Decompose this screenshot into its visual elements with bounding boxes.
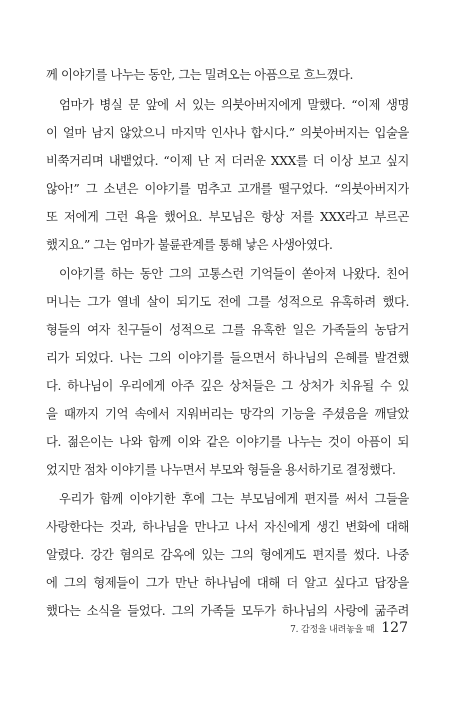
text-line: 알렸다. 강간 혐의로 감옥에 있는 그의 형에게도 편지를 썼다. 나중 <box>46 548 409 562</box>
text-line: 형들의 여자 친구들이 성적으로 그를 유혹한 일은 가족들의 농담거 <box>46 323 409 337</box>
text-line: 했지요.” 그는 엄마가 불륜관계를 통해 낳은 사생아였다. <box>46 238 333 252</box>
text-line: 에 그의 형제들이 그가 만난 하나님에 대해 더 알고 싶다고 답장을 <box>46 576 409 590</box>
text-line: 않아!” 그 소년은 이야기를 멈추고 고개를 떨구었다. “의붓아버지가 <box>46 182 409 196</box>
text-line: 다. 하나님이 우리에게 아주 깊은 상처들은 그 상처가 치유될 수 있 <box>46 379 409 393</box>
page-footer <box>290 620 408 636</box>
text-line: 또 저에게 그런 욕을 했어요. 부모님은 항상 저를 XXX라고 부르곤 <box>46 210 409 224</box>
text-line: 었지만 점차 이야기를 나누면서 부모와 형들을 용서하기로 결정했다. <box>46 463 396 477</box>
text-line: 께 이야기를 나누는 동안, 그는 밀려오는 아픔으로 흐느꼈다. <box>46 68 354 82</box>
text-line: 사랑한다는 것과, 하나님을 만나고 나서 자신에게 생긴 변화에 대해 <box>46 520 409 534</box>
page-number: 127 <box>381 620 408 636</box>
text-line: 다. 젊은이는 나와 함께 이와 같은 이야기를 나누는 것이 아픔이 되 <box>46 435 409 449</box>
text-line: 리가 되었다. 나는 그의 이야기를 들으면서 하나님의 은혜를 발견했 <box>46 351 409 365</box>
text-line: 머니는 그가 열네 살이 되기도 전에 그를 성적으로 유혹하려 했다. <box>46 295 409 309</box>
text-line: 했다는 소식을 들었다. 그의 가족들 모두가 하나님의 사랑에 굶주려 <box>46 604 409 618</box>
text-line: 우리가 함께 이야기한 후에 그는 부모님에게 편지를 써서 그들을 <box>59 492 409 506</box>
text-line: 엄마가 병실 문 앞에 서 있는 의붓아버지에게 말했다. “이제 생명 <box>59 98 409 112</box>
text-line: 이 얼마 남지 않았으니 마지막 인사나 합시다.” 의붓아버지는 입술을 <box>46 126 409 140</box>
running-footer-chapter: 7. 감정을 내려놓을 때 <box>290 625 375 635</box>
text-line: 이야기를 하는 동안 그의 고통스런 기억들이 쏟아져 나왔다. 친어 <box>59 267 409 281</box>
text-line: 비쭉거리며 내뱉었다. “이제 난 저 더러운 XXX를 더 이상 보고 싶지 <box>46 154 409 168</box>
text-line: 을 때까지 기억 속에서 지워버리는 망각의 기능을 주셨음을 깨달았 <box>46 407 409 421</box>
